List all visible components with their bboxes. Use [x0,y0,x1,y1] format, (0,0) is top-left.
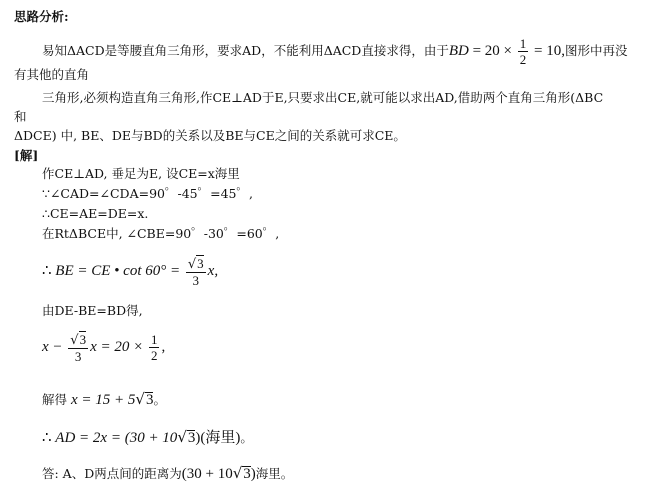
answer-line [42,466,293,482]
math-therefore: ∴ [42,263,56,279]
math-end: 。 [240,430,253,445]
fraction-one-half: $\frac{1}{2}$ [519,36,527,67]
math-result: = 10, [530,43,565,59]
analysis-paragraph-3: 三角形,必须构造直角三角形,作CE⊥AD于E,只要求出CE,就可能以求出AD,借助两个直角三角形(ΔBC [42,90,604,105]
analysis-paragraph-4: 和 [14,109,27,124]
math-x-minus: x − [42,339,67,355]
math-ad-expr: AD = 2x = (30 + 10 [55,430,178,446]
solve-label: 解得 [42,392,71,407]
answer-unit: 海里。 [255,466,294,481]
math-eq: = 20 × [468,43,516,59]
solution-step-1: 作CE⊥AD, 垂足为E, 设CE=x海里 [42,166,240,181]
answer-text: 答: A、D两点间的距离为 [42,466,182,481]
solution-step-9 [42,430,253,446]
analysis-text-tail: 图形中再没 [564,43,628,58]
solution-label: [解] [14,148,39,163]
solution-step-6: 由DE-BE=BD得, [42,303,143,318]
solution-step-7 [42,331,165,364]
math-therefore: ∴ [42,430,56,446]
math-radicand: 3 [243,466,251,482]
math-radicand: 3 [187,430,196,446]
math-comma: , [161,339,166,355]
solution-step-8 [42,392,166,408]
analysis-paragraph-2: 有其他的直角 [14,67,90,82]
solution-step-5 [42,255,218,288]
fraction-one-half: $\frac{1}{2}$ [150,332,158,363]
sqrt-icon: √ [232,464,243,482]
math-end: 。 [153,392,166,407]
solution-step-4: 在RtΔBCE中, ∠CBE=90゜-30゜=60゜, [42,226,280,241]
analysis-paragraph-1 [42,36,628,67]
sqrt-icon: √ [135,390,145,408]
solution-step-3: ∴CE=AE=DE=x. [42,206,149,221]
solution-step-2: ∵∠CAD=∠CDA=90゜-45゜=45゜, [42,186,253,201]
math-x: x, [207,263,219,279]
math-close: ) [250,466,256,482]
math-mid: x = 20 × [90,339,147,355]
math-radicand: 3 [145,392,154,408]
analysis-heading: 思路分析: [14,9,69,24]
fraction-sqrt3-over-3: $\frac{√3}{3}$ [70,332,87,364]
math-unit: )(海里) [195,430,241,446]
sqrt-icon: √ [177,428,187,446]
math-answer-expr: (30 + 10 [181,466,233,482]
fraction-sqrt3-over-3: $\frac{√3}{3}$ [187,256,204,288]
math-be-expr: BE = CE • cot 60° = [55,263,184,279]
math-x-solution: x = 15 + 5 [70,392,136,408]
analysis-paragraph-5: ΔDCE) 中, BE、DE与BD的关系以及BE与CE之间的关系就可求CE。 [14,128,406,143]
math-bd: BD [448,43,469,59]
analysis-text: 易知ΔACD是等腰直角三角形，要求AD，不能利用ΔACD直接求得，由于 [42,43,449,58]
